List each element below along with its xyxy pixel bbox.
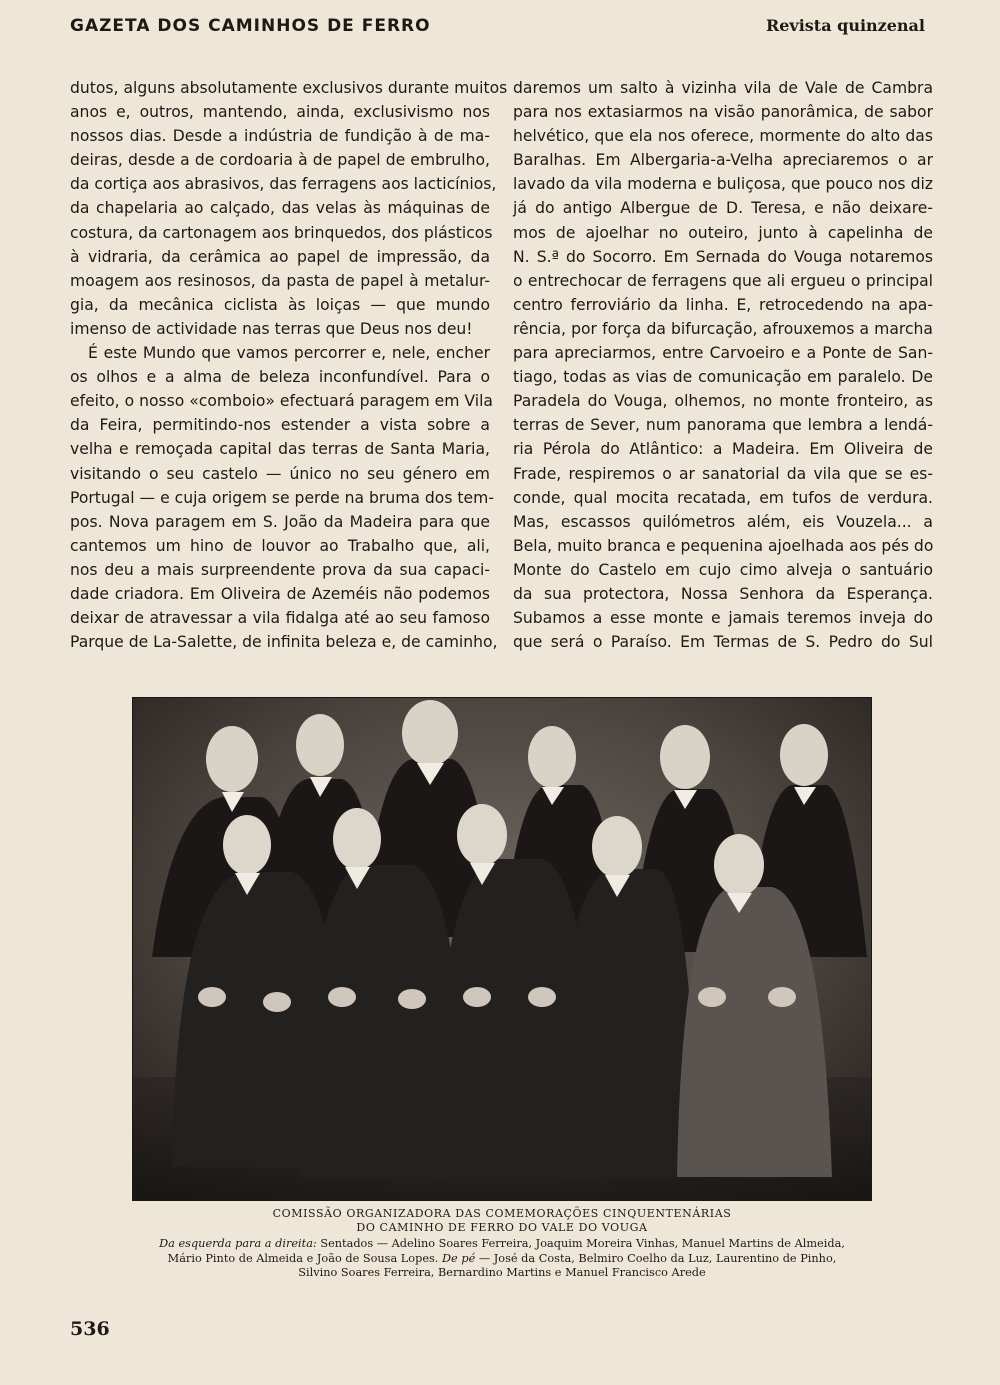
caption-title-line-2: DO CAMINHO DE FERRO DO VALE DO VOUGA (356, 1221, 648, 1234)
text-line: rência, por força da bifurcação, afrouxemos a marcha (513, 319, 933, 338)
text-line: já do antigo Albergue de D. Teresa, e não deixare- (513, 199, 933, 218)
text-line: o entrechocar de ferragens que ali ergueu o principal (513, 271, 933, 290)
text-line: Baralhas. Em Albergaria-a-Velha apreciaremos o ar (513, 151, 933, 170)
text-line: Bela, muito branca e pequenina ajoelhada aos pés do (513, 536, 934, 555)
text-line: Parque de La-Salette, de infinita beleza e, de caminho, (70, 633, 498, 652)
journal-subtitle: Revista quinzenal (765, 16, 925, 35)
text-line: Mas, escassos quilómetros além, eis Vouzela... a (513, 512, 933, 531)
text-line: Paradela do Vouga, olhemos, no monte fronteiro, as (513, 392, 933, 411)
caption-title-line-1: COMISSÃO ORGANIZADORA DAS COMEMORAÇÕES CINQUENTENÁRIAS (272, 1207, 732, 1220)
text-line: tiago, todas as vias de comunicação em paralelo. De (513, 368, 933, 387)
text-line: helvético, que ela nos oferece, mormente do alto das (513, 127, 933, 146)
text-line: da sua protectora, Nossa Senhora da Esperança. (513, 584, 933, 603)
group-photo-icon (132, 697, 872, 1201)
text-line: daremos um salto à vizinha vila de Vale de Cambra (513, 79, 933, 97)
text-line: gia, da mecânica ciclista às loiças — que mundo (70, 295, 490, 314)
text-line: dade criadora. Em Oliveira de Azeméis não podemos (70, 584, 490, 603)
left-text-column (70, 76, 508, 654)
text-line: da cortiça aos abrasivos, das ferragens aos lacticínios, (70, 175, 497, 194)
caption-standing-names-2: Silvino Soares Ferreira, Bernardino Martins e Manuel Francisco Arede (298, 1266, 706, 1279)
text-line: à vidraria, da cerâmica ao papel de impressão, da (70, 247, 490, 266)
text-line: da chapelaria ao calçado, das velas às máquinas de (70, 199, 490, 218)
text-line: costura, da cartonagem aos brinquedos, dos plásticos (70, 223, 493, 242)
text-line: lavado da vila moderna e buliçosa, que pouco nos diz (513, 175, 933, 194)
text-line: imenso de actividade nas terras que Deus nos deu! (70, 319, 473, 338)
text-line: efeito, o nosso «comboio» efectuará paragem em Vila (70, 392, 493, 411)
text-line: nossos dias. Desde a indústria de fundição à de ma- (70, 127, 490, 146)
text-line: anos e, outros, mantendo, ainda, exclusivismo nos (70, 103, 490, 122)
text-line: da Feira, permitindo-nos estender a vista sobre a (70, 416, 490, 435)
caption-names (132, 1237, 872, 1281)
text-line: moagem aos resinosos, da pasta de papel à metalur- (70, 271, 490, 290)
text-line: Monte do Castelo em cujo cimo alveja o santuário (513, 560, 933, 579)
caption-standing-label: De pé — (442, 1251, 491, 1265)
text-line: Portugal — e cuja origem se perde na bruma dos tem- (70, 488, 494, 507)
text-line: terras de Sever, num panorama que lembra a lendá- (513, 416, 933, 435)
page-number: 536 (70, 1318, 110, 1340)
text-line: centro ferroviário da linha. E, retrocedendo na apa- (513, 295, 933, 314)
text-line: mos de ajoelhar no outeiro, junto à capelinha de (513, 223, 933, 242)
text-line: os olhos e a alma de beleza inconfundível. Para o (70, 368, 490, 387)
text-line: que será o Paraíso. Em Termas de S. Pedro do Sul (513, 633, 933, 652)
text-line: nos deu a mais surpreendente prova da sua capaci- (70, 560, 490, 579)
journal-title: GAZETA DOS CAMINHOS DE FERRO (70, 16, 431, 36)
caption-seated-label: Sentados — (320, 1237, 389, 1250)
text-line: deiras, desde a de cordoaria à de papel de embrulho, (70, 151, 490, 170)
photo-caption (132, 1207, 872, 1281)
text-line: pos. Nova paragem em S. João da Madeira para que (70, 512, 490, 531)
group-photo (132, 697, 872, 1201)
text-line: Subamos a esse monte e jamais teremos inveja do (513, 609, 933, 628)
text-line: N. S.ª do Socorro. Em Sernada do Vouga notaremos (513, 247, 933, 266)
text-line: É este Mundo que vamos percorrer e, nele, encher (88, 344, 490, 363)
caption-intro: Da esquerda para a direita: (159, 1237, 317, 1250)
text-line: dutos, alguns absolutamente exclusivos durante muitos (70, 79, 508, 97)
caption-standing-names-1: José da Costa, Belmiro Coelho da Luz, Laurentino de Pinho, (493, 1251, 837, 1265)
text-line: velha e remoçada capital das terras de Santa Maria, (70, 440, 490, 459)
text-line: visitando o seu castelo — único no seu género em (70, 464, 490, 483)
caption-seated-names-1: Adelino Soares Ferreira, Joaquim Moreira Vinhas, Manuel Martins de Almeida, (391, 1237, 845, 1250)
text-line: deixar de atravessar a vila fidalga até ao seu famoso (70, 609, 490, 628)
text-line: conde, qual mocita recatada, em tufos de verdura. (513, 488, 933, 507)
text-line: cantemos um hino de louvor ao Trabalho que, ali, (70, 536, 490, 555)
caption-seated-names-2: Mário Pinto de Almeida e João de Sousa Lopes. (167, 1251, 439, 1265)
text-line: para apreciarmos, entre Carvoeiro e a Ponte de San- (513, 344, 933, 363)
text-line: Frade, respiremos o ar sanatorial da vila que se es- (513, 464, 933, 483)
text-line: para nos extasiarmos na visão panorâmica, de sabor (513, 103, 933, 122)
right-text-column (513, 76, 933, 654)
text-line: ria Pérola do Atlântico: a Madeira. Em Oliveira de (513, 440, 933, 459)
